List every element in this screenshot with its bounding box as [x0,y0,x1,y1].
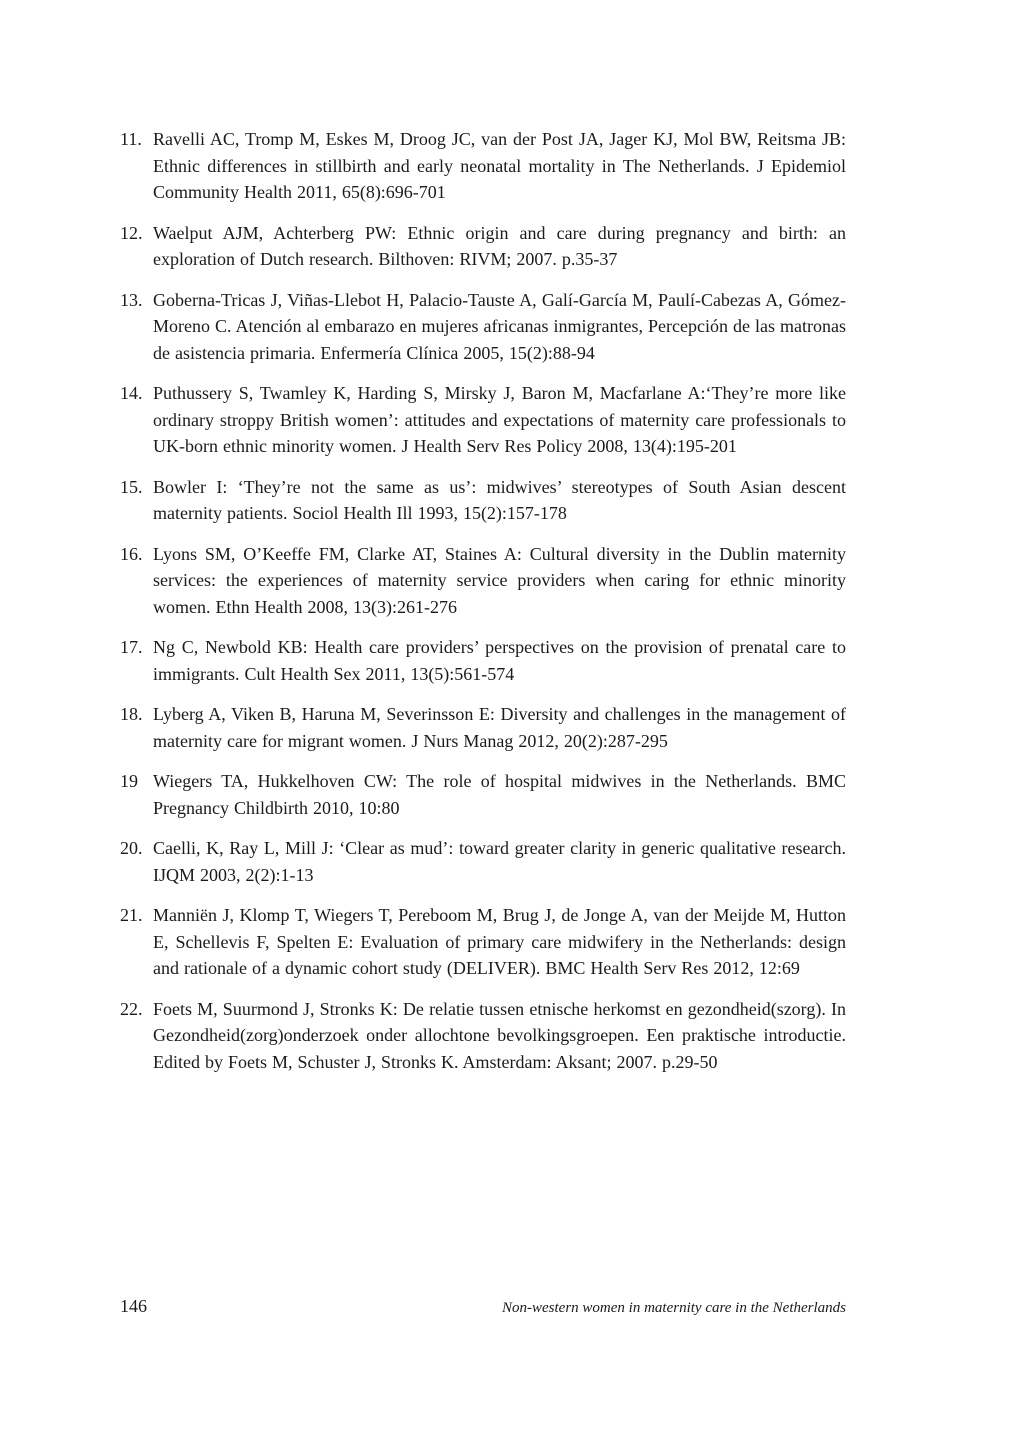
reference-number: 13. [120,289,143,310]
reference-item-13 [120,287,846,367]
reference-text: Puthussery S, Twamley K, Harding S, Mirsky J, Baron M, Macfarlane A:‘They’re more like ordinary stroppy British women’: attitudes and expectations of maternity care professionals to UK-born ethnic minority women. J Health Serv Res Policy 2008, 13(4):195-201 [153,383,846,456]
reference-text: Lyberg A, Viken B, Haruna M, Severinsson E: Diversity and challenges in the management of maternity care for migrant women. J Nurs Manag 2012, 20(2):287-295 [153,704,846,751]
reference-number: 11. [120,129,142,149]
reference-item-18 [120,701,846,754]
page-footer [120,1296,846,1317]
reference-number: 15. [120,476,143,497]
reference-text: Foets M, Suurmond J, Stronks K: De relatie tussen etnische herkomst en gezondheid(szorg). In Gezondheid(zorg)onderzoek onder allochtone bevolkingsgroepen. Een praktische introductie. Edited by Foets M, Schuster J, Stronks K. Amsterdam: Aksant; 2007. p.29-50 [153,998,846,1072]
reference-number: 14. [120,383,143,403]
reference-text: Goberna-Tricas J, Viñas-Llebot H, Palacio-Tauste A, Galí-García M, Paulí-Cabezas A, Gómez-Moreno C. Atención al embarazo en mujeres africanas inmigrantes, Percepción de las matronas de asistencia primaria. Enfermería Clínica 2005, 15(2):88-94 [153,289,846,363]
references-list [120,126,846,1089]
reference-number: 19 [120,771,138,791]
reference-number: 12. [120,222,143,243]
reference-item-20 [120,835,846,888]
reference-item-15 [120,474,846,527]
reference-text: Lyons SM, O’Keeffe FM, Clarke AT, Staines A: Cultural diversity in the Dublin maternity services: the experiences of maternity service providers when caring for ethnic minority women. Ethn Health 2008, 13(3):261-276 [153,543,846,617]
reference-item-19 [120,768,846,821]
reference-text: Ravelli AC, Tromp M, Eskes M, Droog JC, van der Post JA, Jager KJ, Mol BW, Reitsma JB: Ethnic differences in stillbirth and early neonatal mortality in The Netherlands. J Epidemiol Community Health 2011, 65(8):696-701 [153,129,846,202]
reference-number: 20. [120,838,143,858]
reference-item-12 [120,220,846,273]
reference-number: 16. [120,543,143,564]
reference-text: Ng C, Newbold KB: Health care providers’ perspectives on the provision of prenatal care to immigrants. Cult Health Sex 2011, 13(5):561-574 [153,637,846,684]
reference-item-11 [120,126,846,206]
reference-number: 17. [120,637,143,657]
reference-text: Manniën J, Klomp T, Wiegers T, Pereboom M, Brug J, de Jonge A, van der Meijde M, Hutton E, Schellevis F, Spelten E: Evaluation of primary care midwifery in the Netherlands: design and rationale of a dynamic cohort study (DELIVER). BMC Health Serv Res 2012, 12:69 [153,905,846,978]
reference-item-22 [120,996,846,1076]
reference-text: Wiegers TA, Hukkelhoven CW: The role of hospital midwives in the Netherlands. BMC Pregnancy Childbirth 2010, 10:80 [153,771,846,818]
reference-item-16 [120,541,846,621]
reference-number: 21. [120,905,143,925]
reference-text: Bowler I: ‘They’re not the same as us’: midwives’ stereotypes of South Asian descent maternity patients. Sociol Health Ill 1993, 15(2):157-178 [153,476,846,523]
reference-text: Waelput AJM, Achterberg PW: Ethnic origin and care during pregnancy and birth: an exploration of Dutch research. Bilthoven: RIVM; 2007. p.35-37 [153,222,846,269]
reference-item-14 [120,380,846,460]
footer-running-title: Non-western women in maternity care in the Netherlands [502,1300,846,1316]
reference-text: Caelli, K, Ray L, Mill J: ‘Clear as mud’: toward greater clarity in generic qualitative research. IJQM 2003, 2(2):1-13 [153,838,846,885]
reference-number: 18. [120,704,143,724]
page-number: 146 [120,1296,147,1316]
reference-item-21 [120,902,846,982]
reference-item-17 [120,634,846,687]
reference-number: 22. [120,998,143,1019]
